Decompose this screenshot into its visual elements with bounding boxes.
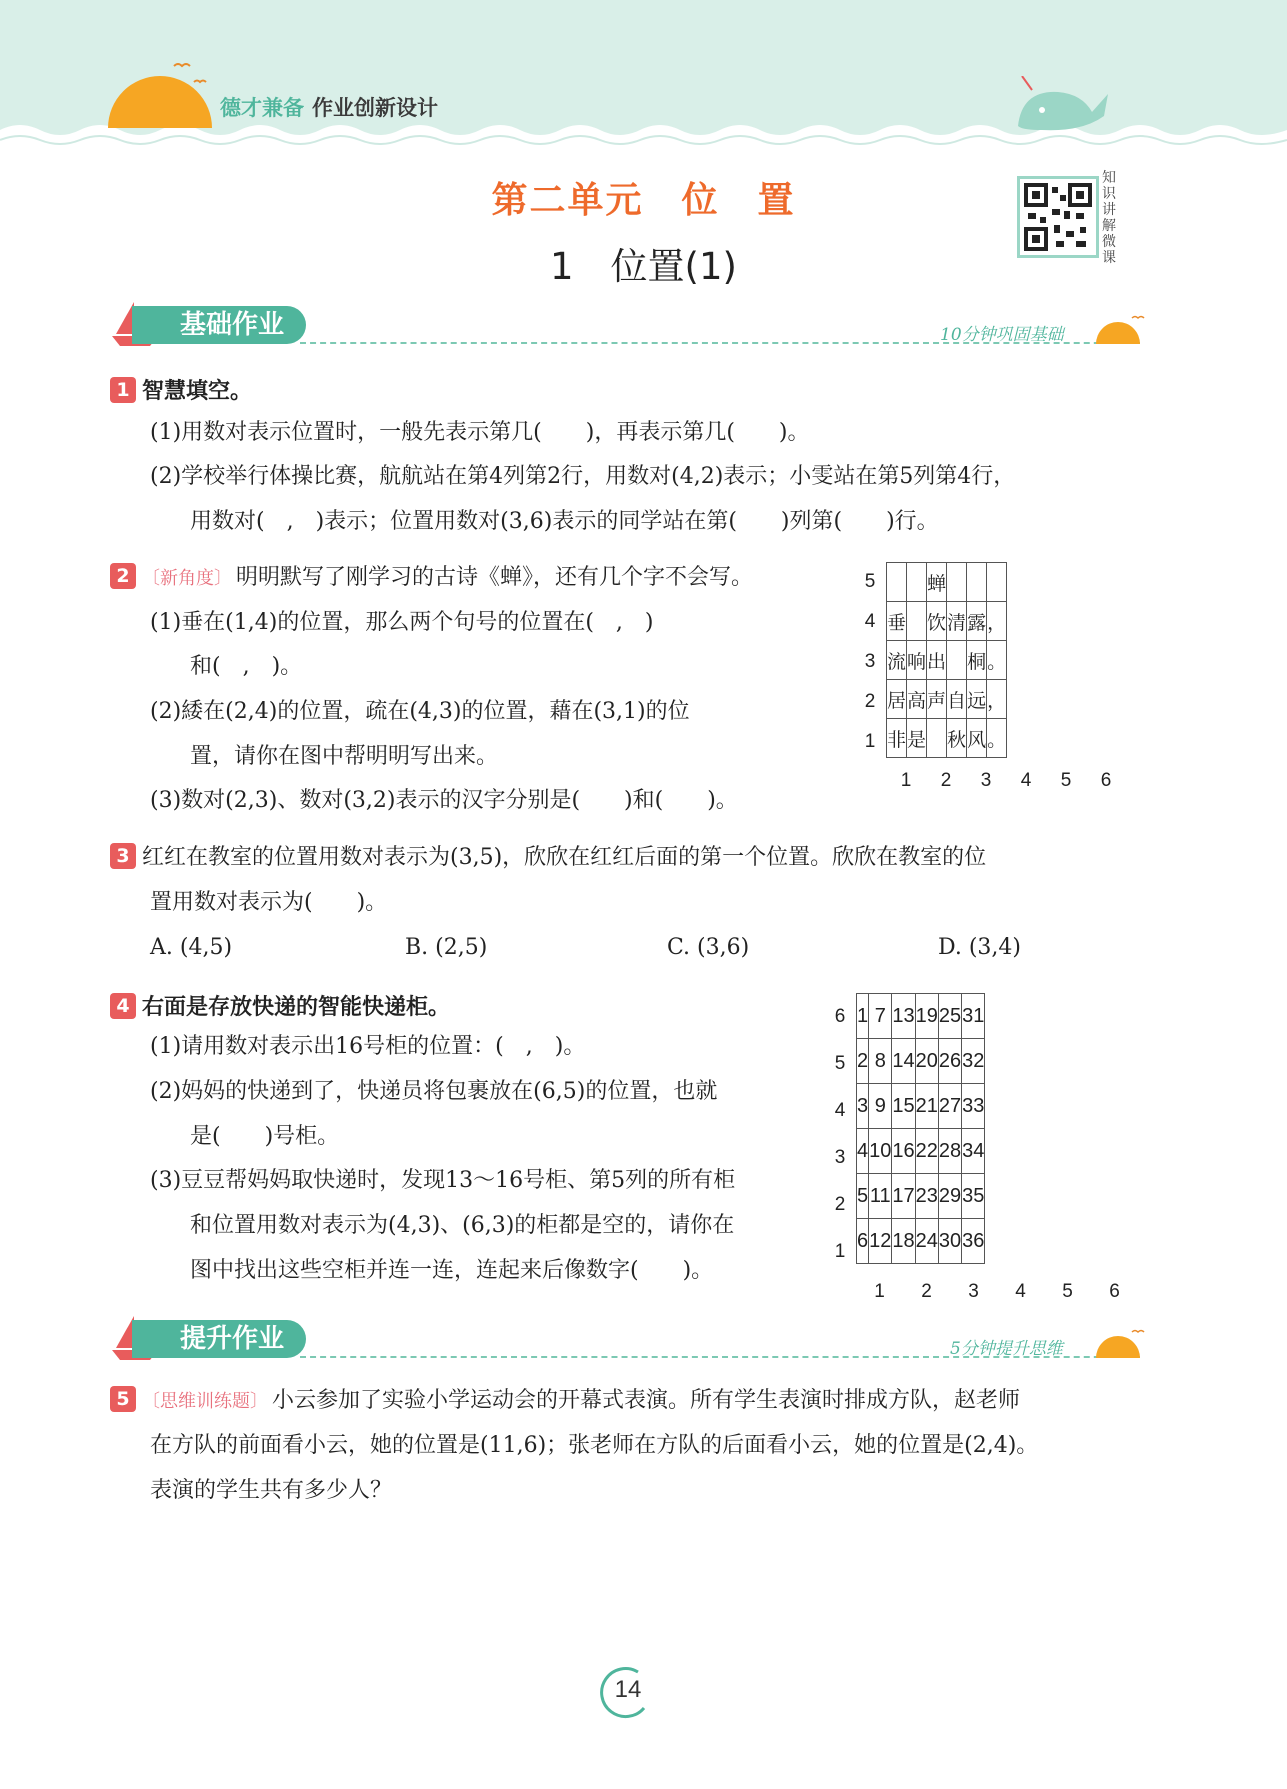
table-row [887,602,1007,641]
y-axis-label: 5 [864,571,876,592]
grid-cell [927,719,947,758]
brand-text [220,92,438,122]
grid-cell: 桐 [967,641,987,680]
locker-cell[interactable]: 4 [857,1129,869,1174]
locker-cell[interactable]: 14 [892,1039,915,1084]
table-row [857,1174,985,1219]
table-row [887,563,1007,602]
grid-cell [987,563,1007,602]
grid-cell: 出 [927,641,947,680]
question-3 [110,843,986,873]
x-axis-label: 2 [921,1281,932,1302]
y-axis-label: 1 [834,1241,846,1262]
locker-cell[interactable]: 36 [962,1219,985,1264]
q4-line-6: 图中找出这些空柜并连一连，连起来后像数字( )。 [190,1258,714,1283]
small-sun-icon [1092,1326,1152,1366]
x-axis-label: 6 [1100,770,1112,791]
option-c[interactable]: C. (3,6) [667,935,750,960]
whale-icon [1012,76,1112,132]
grid-cell: ， [987,680,1007,719]
unit-title: 第二单元 位 置 [491,180,796,221]
qr-label: 知识讲解微课 [1102,170,1116,266]
question-tag: 〔思维训练题〕 [142,1391,268,1412]
section-advanced-note: 5分钟提升思维 [950,1339,1063,1359]
poem-grid [886,562,1007,758]
question-heading: 明明默写了刚学习的古诗《蝉》，还有几个字不会写。 [236,565,754,590]
grid-cell: 自 [947,680,967,719]
x-axis-label: 3 [968,1281,979,1302]
locker-cell[interactable]: 11 [869,1174,892,1219]
question-number-badge: 2 [110,563,136,589]
grid-cell: 流 [887,641,907,680]
section-basic-note: 10分钟巩固基础 [940,325,1064,345]
small-sun-icon [1092,312,1152,352]
locker-cell[interactable]: 3 [857,1084,869,1129]
q2-line-3: (2)緌在(2,4)的位置，疏在(4,3)的位置，藉在(3,1)的位 [150,699,690,724]
table-row [857,1129,985,1174]
question-number-badge: 5 [110,1386,136,1412]
locker-cell[interactable]: 23 [915,1174,938,1219]
locker-cell[interactable]: 17 [892,1174,915,1219]
y-axis-label: 4 [864,611,876,632]
locker-cell[interactable]: 21 [915,1084,938,1129]
grid-cell: 饮 [927,602,947,641]
locker-cell[interactable]: 18 [892,1219,915,1264]
option-a[interactable]: A. (4,5) [150,935,233,960]
grid-cell: 是 [907,719,927,758]
grid-cell: 非 [887,719,907,758]
locker-cell[interactable]: 7 [869,994,892,1039]
grid-cell [947,641,967,680]
x-axis-label: 5 [1062,1281,1073,1302]
locker-cell[interactable]: 34 [962,1129,985,1174]
locker-cell[interactable]: 1 [857,994,869,1039]
grid-cell: 风 [967,719,987,758]
locker-cell[interactable]: 9 [869,1084,892,1129]
locker-cell[interactable]: 20 [915,1039,938,1084]
q1-line-1: (1)用数对表示位置时，一般先表示第几( )，再表示第几( )。 [150,420,810,445]
x-axis-label: 2 [940,770,952,791]
locker-cell[interactable]: 8 [869,1039,892,1084]
grid-cell: 垂 [887,602,907,641]
qr-code[interactable] [1017,176,1099,258]
locker-cell[interactable]: 25 [938,994,961,1039]
y-axis-label: 3 [864,651,876,672]
grid-cell [907,563,927,602]
question-number-badge: 4 [110,993,136,1019]
locker-cell[interactable]: 24 [915,1219,938,1264]
locker-cell[interactable]: 31 [962,994,985,1039]
section-advanced-label: 提升作业 [132,1320,306,1358]
locker-cell[interactable]: 6 [857,1219,869,1264]
locker-cell[interactable]: 26 [938,1039,961,1084]
grid-cell [947,563,967,602]
y-axis-label: 1 [864,731,876,752]
grid-cell: 秋 [947,719,967,758]
x-axis-label: 3 [980,770,992,791]
q1-line-2: (2)学校举行体操比赛，航航站在第4列第2行，用数对(4,2)表示；小雯站在第5列第4行， [150,464,1016,489]
grid-cell: 声 [927,680,947,719]
q5-line-1: 小云参加了实验小学运动会的开幕式表演。所有学生表演时排成方队，赵老师 [272,1388,1021,1413]
table-row [857,1084,985,1129]
table-row [887,680,1007,719]
table-row [887,719,1007,758]
grid-cell: 居 [887,680,907,719]
question-2 [110,563,753,594]
q4-line-1: (1)请用数对表示出16号柜的位置：( , )。 [150,1034,586,1059]
grid-cell: 蝉 [927,563,947,602]
locker-cell[interactable]: 15 [892,1084,915,1129]
locker-cell[interactable]: 27 [938,1084,961,1129]
locker-cell[interactable]: 12 [869,1219,892,1264]
q4-line-2: (2)妈妈的快递到了，快递员将包裹放在(6,5)的位置，也就 [150,1079,718,1104]
locker-cell[interactable]: 35 [962,1174,985,1219]
brand-suffix: 作业创新设计 [312,96,438,120]
y-axis-label: 5 [834,1053,846,1074]
grid-cell [887,563,907,602]
qr-code-icon [1020,179,1096,255]
lesson-title: 1 位置(1) [550,245,737,288]
locker-cell[interactable]: 33 [962,1084,985,1129]
q4-line-3: 是( )号柜。 [190,1124,340,1149]
q4-line-4: (3)豆豆帮妈妈取快递时，发现13～16号柜、第5列的所有柜 [150,1168,736,1193]
q2-line-4: 置，请你在图中帮明明写出来。 [190,744,499,769]
question-4 [110,990,450,1021]
table-row [857,1219,985,1264]
locker-cell[interactable]: 10 [869,1129,892,1174]
q2-line-5: (3)数对(2,3)、数对(3,2)表示的汉字分别是( )和( )。 [150,788,738,813]
grid-cell: 远 [967,680,987,719]
grid-cell [967,563,987,602]
brand-prefix: 德才兼备 [220,96,304,120]
table-row [887,641,1007,680]
section-basic-label: 基础作业 [132,306,306,344]
q2-line-2: 和( , )。 [190,654,303,679]
table-row [857,1039,985,1084]
locker-cell[interactable]: 19 [915,994,938,1039]
y-axis-label: 6 [834,1006,846,1027]
locker-grid [856,993,985,1264]
grid-cell: 。 [987,641,1007,680]
grid-cell: 高 [907,680,927,719]
locker-cell[interactable]: 16 [892,1129,915,1174]
q4-line-5: 和位置用数对表示为(4,3)、(6,3)的柜都是空的，请你在 [190,1213,735,1238]
locker-cell[interactable]: 13 [892,994,915,1039]
question-number-badge: 3 [110,843,136,869]
page-number: 14 [614,1676,642,1703]
y-axis-label: 3 [834,1147,846,1168]
x-axis-label: 5 [1060,770,1072,791]
q5-line-2: 在方队的前面看小云，她的位置是(11,6)；张老师在方队的后面看小云，她的位置是(2,4)。 [150,1433,1039,1458]
question-heading: 智慧填空。 [142,379,253,404]
grid-cell: 。 [987,719,1007,758]
table-row [857,994,985,1039]
locker-cell[interactable]: 28 [938,1129,961,1174]
grid-cell: 响 [907,641,927,680]
x-axis-label: 1 [900,770,912,791]
x-axis-label: 6 [1109,1281,1120,1302]
locker-cell[interactable]: 5 [857,1174,869,1219]
locker-cell[interactable]: 29 [938,1174,961,1219]
x-axis-label: 4 [1015,1281,1026,1302]
question-number-badge: 1 [110,377,136,403]
x-axis-label: 1 [874,1281,885,1302]
option-b[interactable]: B. (2,5) [405,935,488,960]
sun-icon [100,56,220,132]
y-axis-label: 2 [864,691,876,712]
locker-cell[interactable]: 32 [962,1039,985,1084]
locker-cell[interactable]: 22 [915,1129,938,1174]
q3-line-2: 置用数对表示为( )。 [150,890,388,915]
question-tag: 〔新角度〕 [142,568,232,589]
grid-cell [907,602,927,641]
x-axis-label: 4 [1020,770,1032,791]
question-1 [110,374,252,405]
y-axis-label: 4 [834,1100,846,1121]
locker-cell[interactable]: 30 [938,1219,961,1264]
question-5 [110,1386,1020,1417]
grid-cell: 露 [967,602,987,641]
q1-line-3: 用数对( , )表示；位置用数对(3,6)表示的同学站在第( )列第( )行。 [190,509,939,534]
q2-line-1: (1)垂在(1,4)的位置，那么两个句号的位置在( , ) [150,610,654,635]
locker-cell[interactable]: 2 [857,1039,869,1084]
grid-cell: ， [987,602,1007,641]
question-heading: 右面是存放快递的智能快递柜。 [142,995,451,1020]
grid-cell: 清 [947,602,967,641]
option-d[interactable]: D. (3,4) [938,935,1021,960]
q3-line-1: 红红在教室的位置用数对表示为(3,5)，欣欣在红红后面的第一个位置。欣欣在教室的位 [142,845,987,870]
q5-line-3: 表演的学生共有多少人？ [150,1478,393,1503]
y-axis-label: 2 [834,1194,846,1215]
